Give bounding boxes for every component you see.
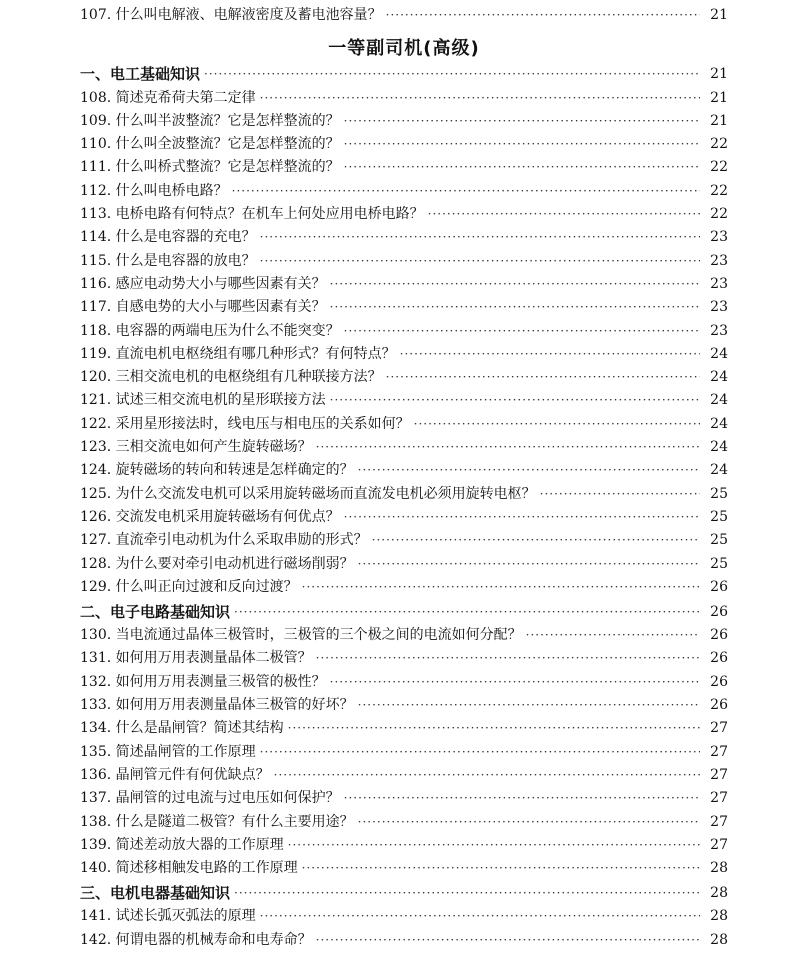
page-number: 22 xyxy=(710,136,728,153)
page-number: 27 xyxy=(710,790,728,807)
entry-title: 126. 交流发电机采用旋转磁场有何优点？ xyxy=(80,508,340,525)
page-number: 25 xyxy=(710,555,728,572)
entry-title: 138. 什么是隧道二极管？有什么主要用途？ xyxy=(80,813,354,830)
toc-entry xyxy=(80,643,728,666)
page-number: 21 xyxy=(710,7,728,24)
page-number: 28 xyxy=(710,860,728,877)
toc-section xyxy=(80,57,728,82)
page-number: 26 xyxy=(710,673,728,690)
dot-leader xyxy=(344,791,700,806)
toc-entry xyxy=(80,129,728,152)
toc-entry xyxy=(80,455,728,478)
dot-leader xyxy=(330,300,700,315)
toc-entry xyxy=(80,315,728,338)
dot-leader xyxy=(234,605,700,620)
toc-entry xyxy=(80,292,728,315)
entry-title: 120. 三相交流电机的电枢绕组有几种联接方法？ xyxy=(80,369,382,386)
page-number: 25 xyxy=(710,485,728,502)
dot-leader xyxy=(344,510,700,525)
dot-leader xyxy=(204,67,700,82)
entry-title: 122. 采用星形接法时，线电压与相电压的关系如何？ xyxy=(80,415,410,432)
toc-entry xyxy=(80,502,728,525)
page-number: 26 xyxy=(710,578,728,595)
page-number: 24 xyxy=(710,415,728,432)
entry-title: 111. 什么叫桥式整流？它是怎样整流的？ xyxy=(80,159,340,176)
toc-entry xyxy=(80,713,728,736)
entry-title: 117. 自感电势的大小与哪些因素有关？ xyxy=(80,299,326,316)
toc-heading xyxy=(80,23,728,60)
entry-title: 116. 感应电动势大小与哪些因素有关？ xyxy=(80,275,326,292)
entry-title: 140. 简述移相触发电路的工作原理 xyxy=(80,860,298,877)
entry-title: 107. 什么叫电解液、电解液密度及蓄电池容量？ xyxy=(80,7,382,24)
dot-leader xyxy=(526,628,700,643)
page-number: 23 xyxy=(710,229,728,246)
dot-leader xyxy=(386,8,700,23)
dot-leader xyxy=(344,114,700,129)
dot-leader xyxy=(260,254,700,269)
entry-title: 114. 什么是电容器的充电？ xyxy=(80,229,256,246)
toc-entry xyxy=(80,478,728,501)
dot-leader xyxy=(358,463,700,478)
table-of-contents xyxy=(80,0,728,948)
dot-leader xyxy=(330,393,700,408)
toc-entry xyxy=(80,666,728,689)
dot-leader xyxy=(330,277,700,292)
entry-title: 110. 什么叫全波整流？它是怎样整流的？ xyxy=(80,136,340,153)
toc-entry xyxy=(80,432,728,455)
toc-entry xyxy=(80,736,728,759)
entry-title: 121. 试述三相交流电机的星形联接方法 xyxy=(80,392,326,409)
entry-title: 142. 何谓电器的机械寿命和电寿命？ xyxy=(80,931,312,948)
entry-title: 119. 直流电机电枢绕组有哪几种形式？有何特点？ xyxy=(80,345,396,362)
page-number: 24 xyxy=(710,345,728,362)
dot-leader xyxy=(358,698,700,713)
toc-entry xyxy=(80,548,728,571)
page-number: 27 xyxy=(710,836,728,853)
heading-title: 一等副司机(高级) xyxy=(328,38,480,60)
toc-entry xyxy=(80,690,728,713)
entry-title: 109. 什么叫半波整流？它是怎样整流的？ xyxy=(80,112,340,129)
dot-leader xyxy=(344,160,700,175)
entry-title: 118. 电容器的两端电压为什么不能突变？ xyxy=(80,322,340,339)
dot-leader xyxy=(302,580,700,595)
dot-leader xyxy=(302,861,700,876)
entry-title: 127. 直流牵引电动机为什么采取串励的形式？ xyxy=(80,532,368,549)
page-number: 26 xyxy=(710,650,728,667)
entry-title: 131. 如何用万用表测量晶体二极管？ xyxy=(80,650,312,667)
page-number: 23 xyxy=(710,275,728,292)
toc-section xyxy=(80,595,728,620)
toc-entry xyxy=(80,0,728,23)
entry-title: 124. 旋转磁场的转向和转速是怎样确定的？ xyxy=(80,462,354,479)
toc-entry xyxy=(80,901,728,924)
toc-entry xyxy=(80,830,728,853)
dot-leader xyxy=(260,91,700,106)
entry-title: 112. 什么叫电桥电路？ xyxy=(80,182,228,199)
page-number: 24 xyxy=(710,439,728,456)
toc-entry xyxy=(80,152,728,175)
entry-title: 128. 为什么要对牵引电动机进行磁场削弱？ xyxy=(80,555,354,572)
page-number: 23 xyxy=(710,299,728,316)
toc-entry xyxy=(80,82,728,105)
page-number: 23 xyxy=(710,252,728,269)
page-number: 25 xyxy=(710,508,728,525)
page-number: 27 xyxy=(710,766,728,783)
dot-leader xyxy=(344,324,700,339)
entry-title: 135. 简述晶闸管的工作原理 xyxy=(80,743,256,760)
page-number: 28 xyxy=(710,885,728,902)
toc-entry xyxy=(80,806,728,829)
entry-title: 141. 试述长弧灭弧法的原理 xyxy=(80,908,256,925)
page-number: 22 xyxy=(710,159,728,176)
toc-entry xyxy=(80,760,728,783)
entry-title: 108. 简述克希荷夫第二定律 xyxy=(80,89,256,106)
dot-leader xyxy=(316,651,700,666)
toc-entry xyxy=(80,106,728,129)
toc-entry xyxy=(80,222,728,245)
page-number: 21 xyxy=(710,89,728,106)
toc-entry xyxy=(80,572,728,595)
entry-title: 三、电机电器基础知识 xyxy=(80,884,231,903)
dot-leader xyxy=(260,909,700,924)
dot-leader xyxy=(316,933,700,948)
toc-entry xyxy=(80,175,728,198)
page-number: 21 xyxy=(710,112,728,129)
toc-entry xyxy=(80,199,728,222)
entry-title: 139. 简述差动放大器的工作原理 xyxy=(80,836,284,853)
page-number: 27 xyxy=(710,720,728,737)
entry-title: 136. 晶闸管元件有何优缺点？ xyxy=(80,766,270,783)
dot-leader xyxy=(428,207,700,222)
entry-title: 134. 什么是晶闸管？简述其结构 xyxy=(80,720,284,737)
dot-leader xyxy=(358,557,700,572)
toc-entry xyxy=(80,269,728,292)
dot-leader xyxy=(414,417,700,432)
toc-entry xyxy=(80,620,728,643)
dot-leader xyxy=(232,184,700,199)
toc-entry xyxy=(80,362,728,385)
page-number: 22 xyxy=(710,206,728,223)
dot-leader xyxy=(358,815,700,830)
page-number: 26 xyxy=(710,697,728,714)
toc-entry xyxy=(80,339,728,362)
dot-leader xyxy=(386,370,700,385)
page-number: 28 xyxy=(710,908,728,925)
dot-leader xyxy=(372,533,700,548)
page-number: 24 xyxy=(710,369,728,386)
entry-title: 123. 三相交流电如何产生旋转磁场？ xyxy=(80,439,312,456)
entry-title: 125. 为什么交流发电机可以采用旋转磁场而直流发电机必须用旋转电枢？ xyxy=(80,485,536,502)
dot-leader xyxy=(234,886,700,901)
dot-leader xyxy=(540,487,700,502)
page-number: 27 xyxy=(710,813,728,830)
dot-leader xyxy=(288,721,700,736)
toc-entry xyxy=(80,525,728,548)
entry-title: 113. 电桥电路有何特点？在机车上何处应用电桥电路？ xyxy=(80,206,424,223)
dot-leader xyxy=(260,230,700,245)
page-number: 25 xyxy=(710,532,728,549)
page-number: 26 xyxy=(710,603,728,620)
page-number: 23 xyxy=(710,322,728,339)
toc-entry xyxy=(80,245,728,268)
dot-leader xyxy=(344,137,700,152)
entry-title: 一、电工基础知识 xyxy=(80,65,201,84)
page-number: 21 xyxy=(710,66,728,83)
dot-leader xyxy=(400,347,700,362)
dot-leader xyxy=(288,838,700,853)
page-number: 24 xyxy=(710,392,728,409)
toc-entry xyxy=(80,385,728,408)
dot-leader xyxy=(330,675,700,690)
dot-leader xyxy=(316,440,700,455)
entry-title: 115. 什么是电容器的放电？ xyxy=(80,252,256,269)
dot-leader xyxy=(260,745,700,760)
entry-title: 137. 晶闸管的过电流与过电压如何保护？ xyxy=(80,790,340,807)
dot-leader xyxy=(274,768,700,783)
page-number: 28 xyxy=(710,931,728,948)
entry-title: 133. 如何用万用表测量晶体三极管的好坏？ xyxy=(80,697,354,714)
toc-entry xyxy=(80,924,728,947)
page-number: 24 xyxy=(710,462,728,479)
entry-title: 129. 什么叫正向过渡和反向过渡？ xyxy=(80,578,298,595)
entry-title: 二、电子电路基础知识 xyxy=(80,602,231,621)
toc-entry xyxy=(80,408,728,431)
entry-title: 130. 当电流通过晶体三极管时，三极管的三个极之间的电流如何分配？ xyxy=(80,627,522,644)
page-number: 22 xyxy=(710,182,728,199)
page-number: 27 xyxy=(710,743,728,760)
toc-section xyxy=(80,876,728,901)
entry-title: 132. 如何用万用表测量三极管的极性？ xyxy=(80,673,326,690)
toc-entry xyxy=(80,783,728,806)
page-number: 26 xyxy=(710,627,728,644)
toc-entry xyxy=(80,853,728,876)
